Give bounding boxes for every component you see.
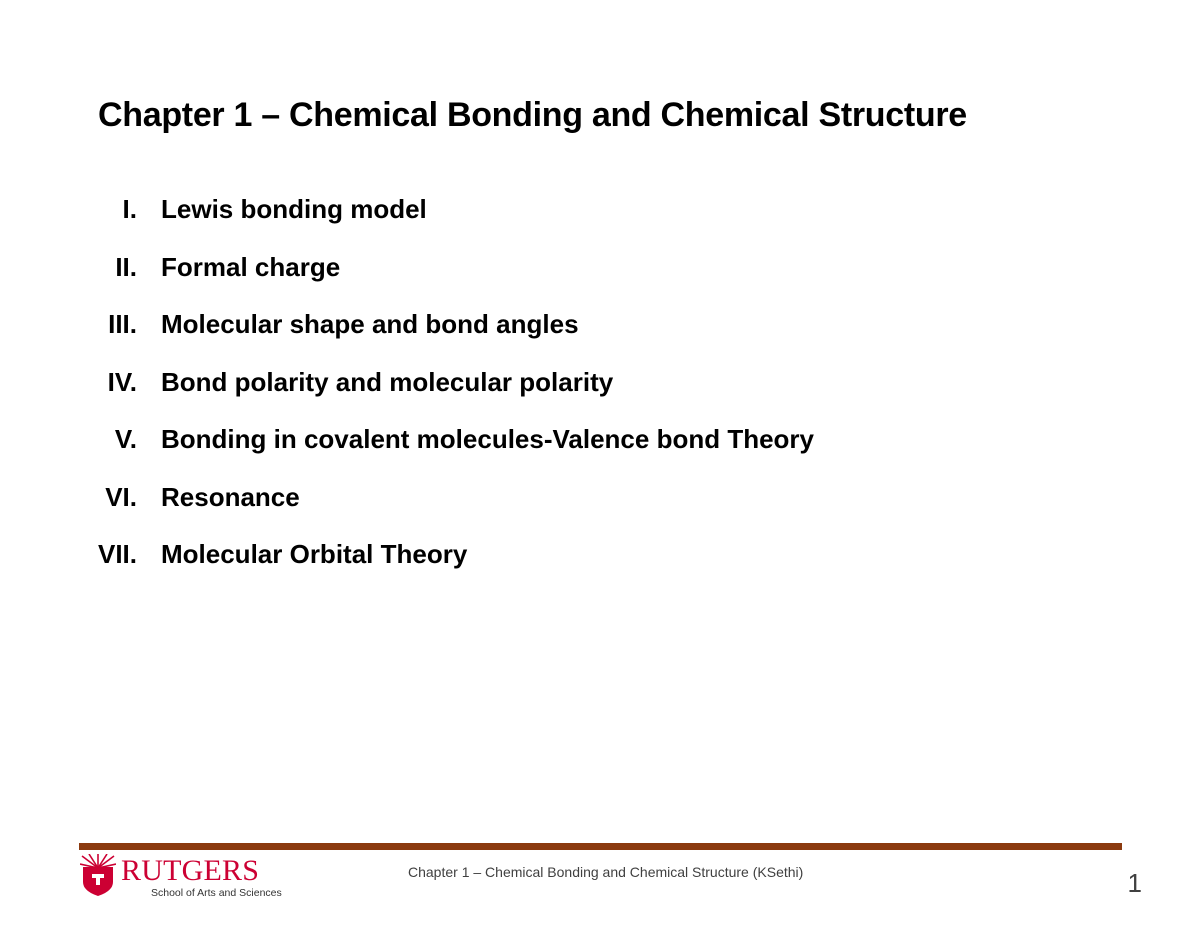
outline-text: Bond polarity and molecular polarity xyxy=(161,366,614,397)
outline-numeral: I. xyxy=(122,194,137,224)
outline-text: Molecular shape and bond angles xyxy=(161,309,579,339)
outline-numeral: III. xyxy=(108,309,137,339)
logo-subtitle: School of Arts and Sciences xyxy=(151,887,282,899)
outline-numeral: VII. xyxy=(97,539,137,569)
slide-title: Chapter 1 – Chemical Bonding and Chemical Structure xyxy=(98,96,967,134)
footer-rule xyxy=(79,843,1122,850)
outline-text: Formal charge xyxy=(161,251,341,282)
rutgers-shield-icon xyxy=(80,854,116,896)
outline-text: Molecular Orbital Theory xyxy=(161,539,468,569)
outline-text: Bonding in covalent molecules-Valence bond Theory xyxy=(161,424,815,454)
logo-wordmark: RUTGERS xyxy=(121,854,260,887)
outline-numeral: V. xyxy=(114,424,137,454)
page-number: 1 xyxy=(1127,868,1142,898)
outline-numeral: II. xyxy=(115,251,137,282)
outline-numeral: VI. xyxy=(105,481,137,512)
outline-numeral: IV. xyxy=(107,366,137,397)
footer-caption: Chapter 1 – Chemical Bonding and Chemical Structure (KSethi) xyxy=(408,864,804,880)
outline-text: Resonance xyxy=(161,481,300,512)
outline-text: Lewis bonding model xyxy=(161,194,427,224)
rutgers-logo xyxy=(80,854,280,902)
